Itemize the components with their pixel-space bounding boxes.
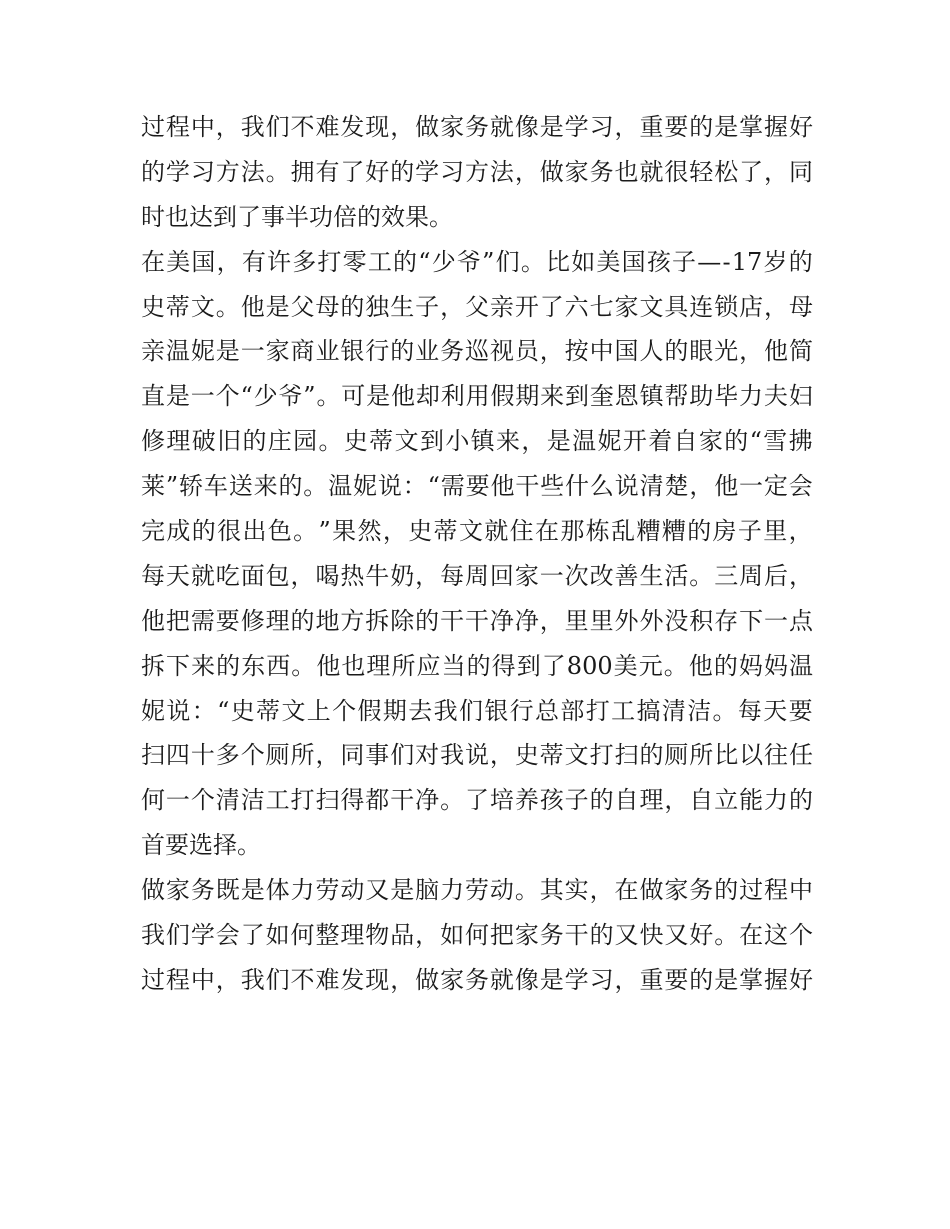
text-line: 我 们 学 会 了 如 何 整 理 物 品 ， 如 何 把 家 务 干 的 又 快 又 好 。 在 这 个	[141, 921, 813, 950]
text-line: 直 是 一 个 “ 少 爷 ” 。 可 是 他 却 利 用 假 期 来 到 奎 恩 镇 帮 助 毕 力 夫 妇	[141, 382, 813, 411]
text-line: 修 理 破 旧 的 庄 园 。 史 蒂 文 到 小 镇 来 ， 是 温 妮 开 着 自 家 的 “ 雪 拂	[141, 427, 813, 456]
text-line: 他 把 需 要 修 理 的 地 方 拆 除 的 干 干 净 净 ， 里 里 外 外 没 积 存 下 一 点	[141, 606, 813, 635]
text-line: 史 蒂 文 。 他 是 父 母 的 独 生 子 ， 父 亲 开 了 六 七 家 文 具 连 锁 店 ， 母	[141, 292, 813, 321]
text-line: 首要选择。	[141, 831, 261, 860]
text-line: 过 程 中 ， 我 们 不 难 发 现 ， 做 家 务 就 像 是 学 习 ， 重 要 的 是 掌 握 好	[141, 113, 813, 141]
text-line: 妮 说 ： “ 史 蒂 文 上 个 假 期 去 我 们 银 行 总 部 打 工 搞 清 洁 。 每 天 要	[141, 696, 813, 725]
text-line: 何 一 个 清 洁 工 打 扫 得 都 干 净 。 了 培 养 孩 子 的 自 理 ， 自 立 能 力 的	[141, 786, 813, 815]
text-line: 亲 温 妮 是 一 家 商 业 银 行 的 业 务 巡 视 员 ， 按 中 国 人 的 眼 光 ， 他 简	[141, 337, 813, 366]
text-line: 在 美 国 ， 有 许 多 打 零 工 的 “ 少 爷 ” 们 。 比 如 美 国 孩 子 — - 17 岁 的	[141, 247, 813, 276]
text-line: 做 家 务 既 是 体 力 劳 动 又 是 脑 力 劳 动 。 其 实 ， 在 做 家 务 的 过 程 中	[141, 876, 813, 905]
text-line: 拆 下 来 的 东 西 。 他 也 理 所 应 当 的 得 到 了 800 美 元 。 他 的 妈 妈 温	[141, 651, 813, 680]
body-text	[141, 105, 813, 1003]
text-line: 完 成 的 很 出 色 。 ” 果 然 ， 史 蒂 文 就 住 在 那 栋 乱 糟 糟 的 房 子 里 ，	[141, 517, 813, 546]
text-line: 时也达到了事半功倍的效果。	[141, 202, 453, 231]
text-line: 每 天 就 吃 面 包 ， 喝 热 牛 奶 ， 每 周 回 家 一 次 改 善 生 活 。 三 周 后 ，	[141, 561, 813, 590]
text-line: 的 学 习 方 法 。 拥 有 了 好 的 学 习 方 法 ， 做 家 务 也 就 很 轻 松 了 ， 同	[141, 157, 813, 186]
text-line: 莱 ” 轿 车 送 来 的 。 温 妮 说 ： “ 需 要 他 干 些 什 么 说 清 楚 ， 他 一 定 会	[141, 472, 813, 501]
text-line: 扫 四 十 多 个 厕 所 ， 同 事 们 对 我 说 ， 史 蒂 文 打 扫 的 厕 所 比 以 往 任	[141, 741, 813, 770]
text-line: 过 程 中 ， 我 们 不 难 发 现 ， 做 家 务 就 像 是 学 习 ， 重 要 的 是 掌 握 好	[141, 965, 813, 994]
